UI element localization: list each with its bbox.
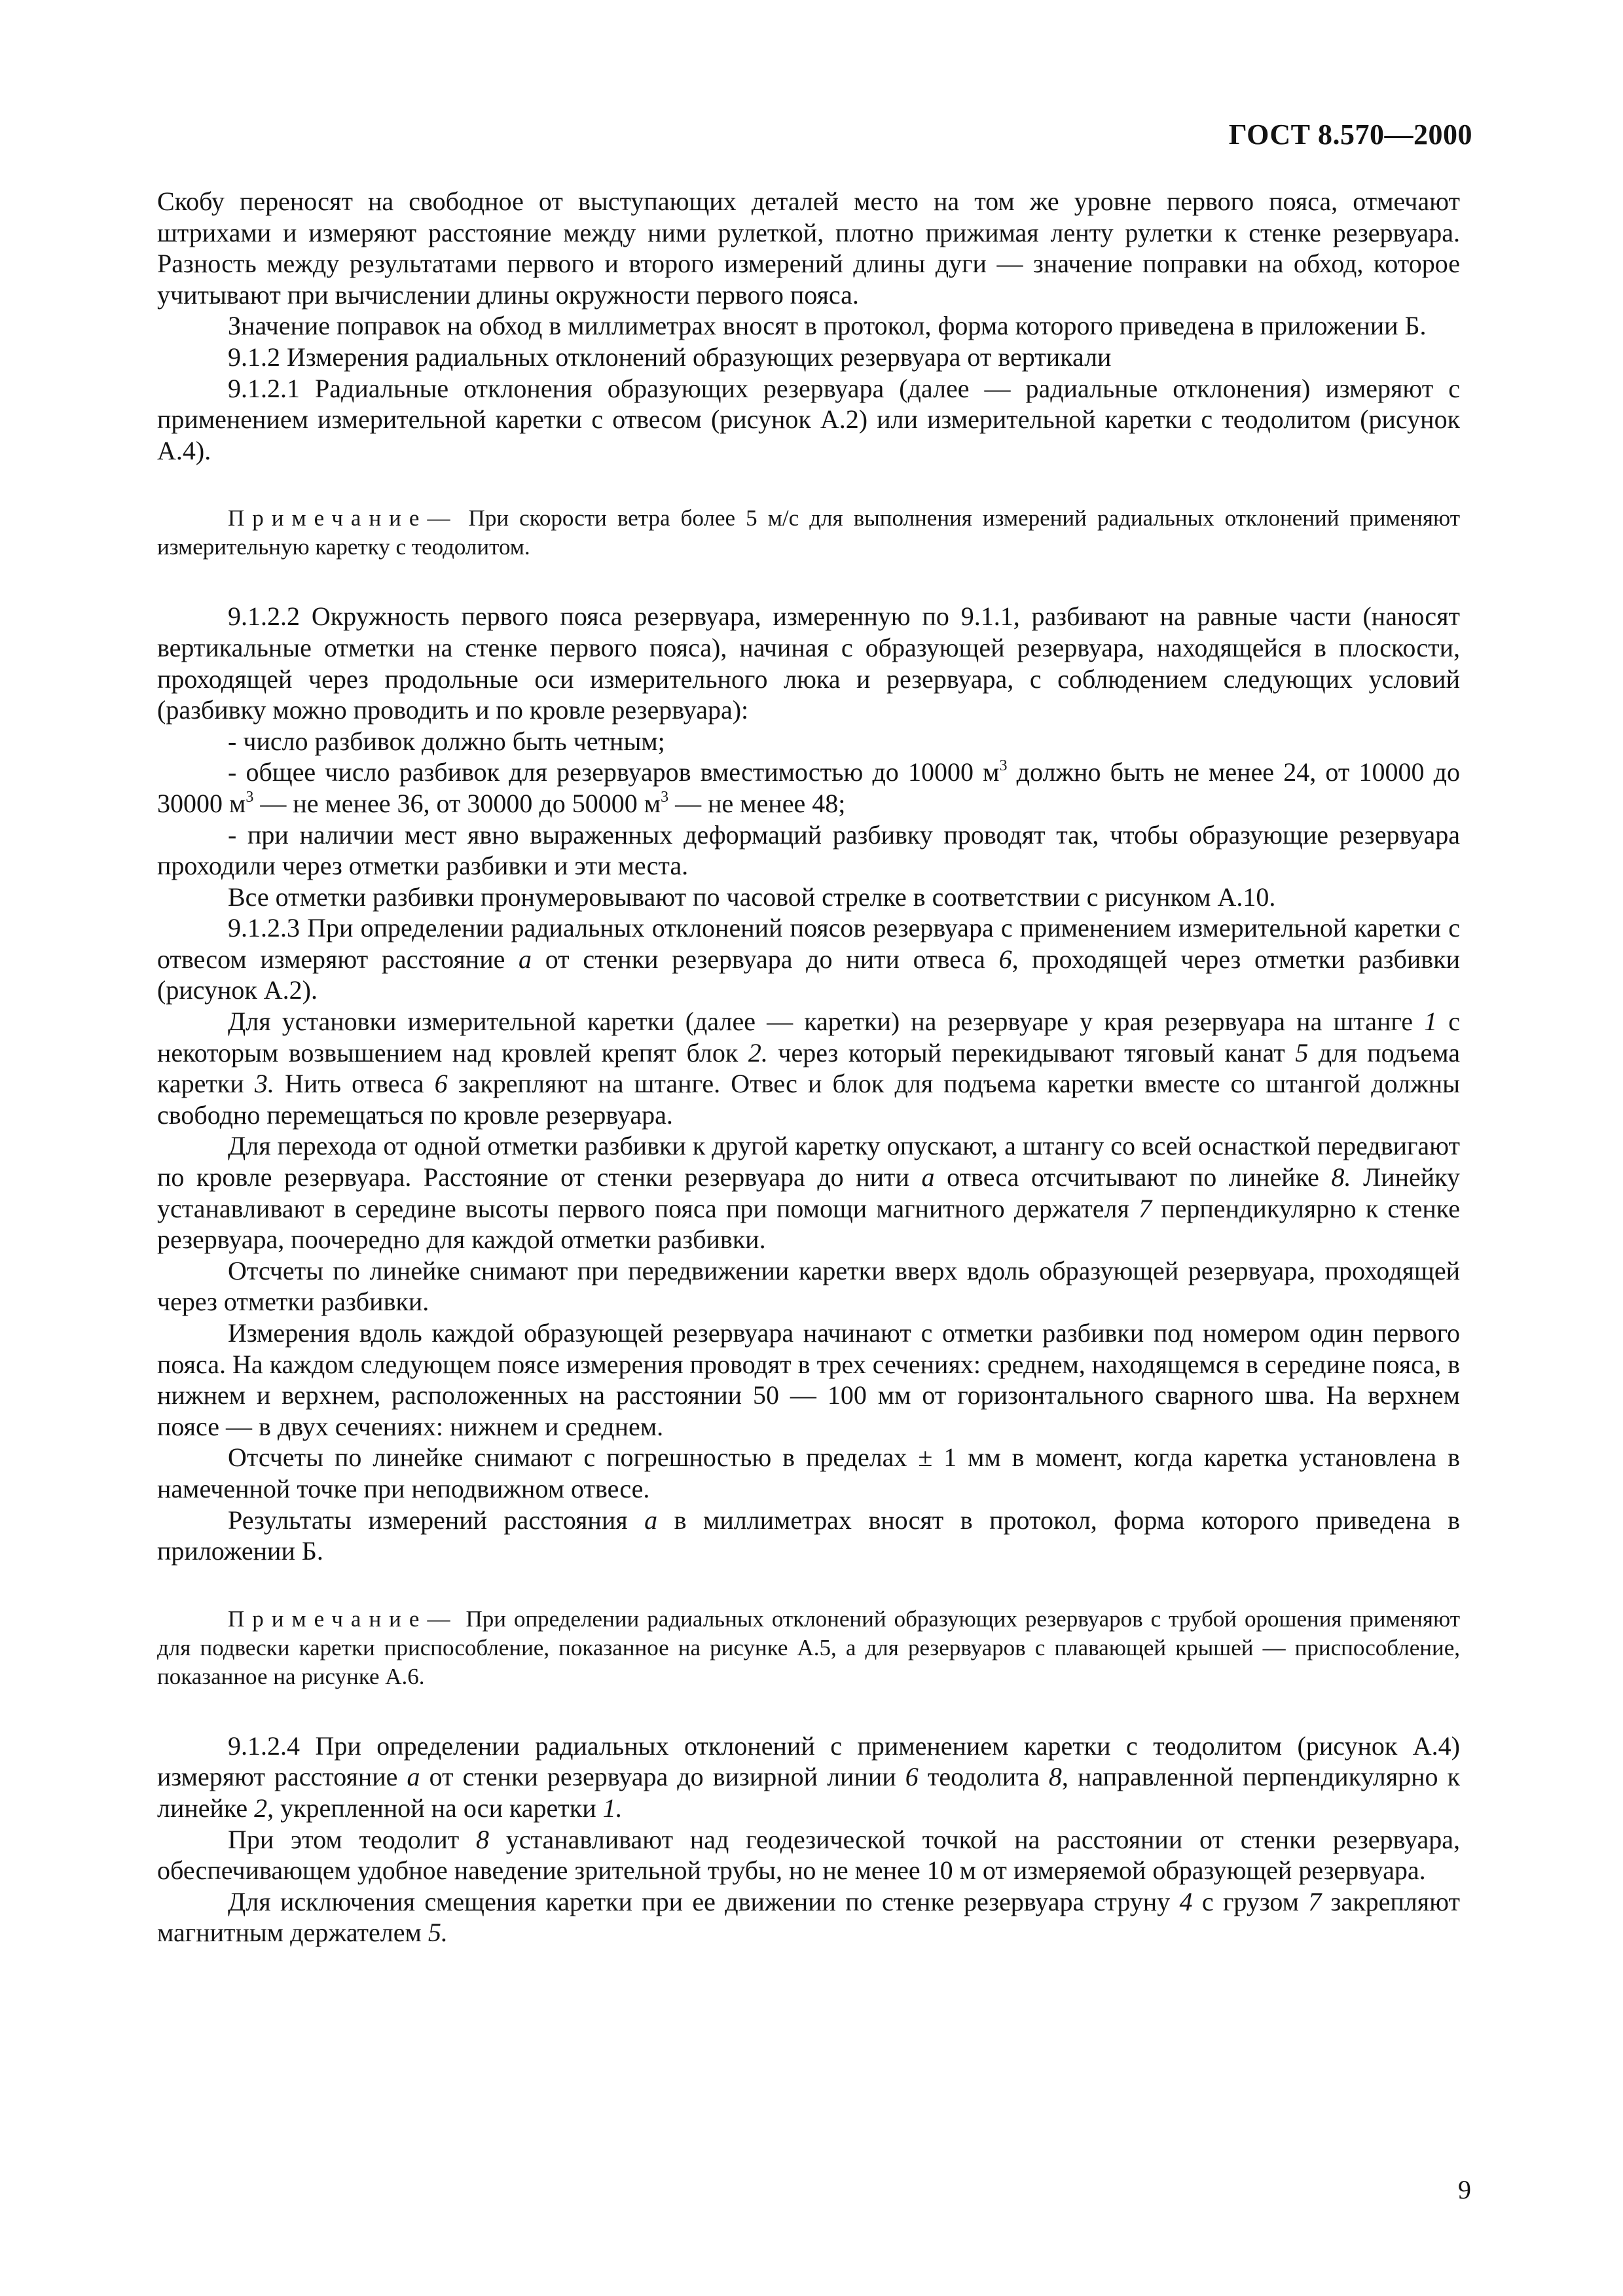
body-paragraph: 9.1.2 Измерения радиальных отклонений образующих резервуара от вертикали bbox=[228, 342, 1112, 372]
note-text: При определении радиальных отклонений образующих резервуаров с трубой орошения применяют для подвески каретки приспособление, показанное на рисунке А.5, а для резервуаров с плавающей крышей — приспособление, показанное на рисунке А.6. bbox=[157, 1605, 1460, 1689]
note-label: Примечание— bbox=[228, 1605, 458, 1632]
document-body bbox=[157, 186, 1460, 1948]
body-paragraph: - число разбивок должно быть четным; bbox=[228, 726, 665, 756]
body-paragraph: - при наличии мест явно выраженных деформаций разбивку проводят так, чтобы образующие резервуара проходили через отметки разбивки и эти места. bbox=[157, 819, 1460, 881]
document-header: ГОСТ 8.570—2000 bbox=[1228, 118, 1472, 151]
body-paragraph: При этом теодолит 8 устанавливают над геодезической точкой на расстоянии от стенки резервуара, обеспечивающем удобное наведение зрительной трубы, но не менее 10 м от измеряемой образующей резервуара. bbox=[157, 1824, 1460, 1886]
body-paragraph: Отсчеты по линейке снимают с погрешностью в пределах ± 1 мм в момент, когда каретка установлена в намеченной точке при неподвижном отвесе. bbox=[157, 1443, 1460, 1503]
body-paragraph: 9.1.2.1 Радиальные отклонения образующих резервуара (далее — радиальные отклонения) измеряют с применением измерительной каретки с отвесом (рисунок А.2) или измерительной каретки с теодолитом (рисунок А.4). bbox=[157, 373, 1460, 465]
body-paragraph: Все отметки разбивки пронумеровывают по часовой стрелке в соответствии с рисунком А.10. bbox=[228, 882, 1276, 912]
body-paragraph: 9.1.2.2 Окружность первого пояса резервуара, измеренную по 9.1.1, разбивают на равные части (наносят вертикальные отметки на стенке первого пояса), начиная с образующей резервуара, находящейся в плоскости, проходящей через продольные оси измерительного люка и резервуара, с соблюдением следующих условий (разбивку можно проводить и по кровле резервуара): bbox=[157, 601, 1460, 725]
body-paragraph: Измерения вдоль каждой образующей резервуара начинают с отметки разбивки под номером один первого пояса. На каждом следующем поясе измерения проводят в трех сечениях: среднем, находящемся в середине пояса, в нижнем и верхнем, расположенных на расстоянии 50 — 100 мм от горизонтального сварного шва. На верхнем поясе — в двух сечениях: нижнем и среднем. bbox=[157, 1318, 1460, 1441]
body-paragraph: Для исключения смещения каретки при ее движении по стенке резервуара струну 4 с грузом 7 закрепляют магнитным держателем 5. bbox=[157, 1886, 1460, 1948]
body-paragraph: Для установки измерительной каретки (далее — каретки) на резервуаре у края резервуара на штанге 1 с некоторым возвышением над кровлей крепят блок 2. через который перекидывают тяговый канат 5 для подъема каретки 3. Нить отвеса 6 закрепляют на штанге. Отвес и блок для подъема каретки вместе со штангой должны свободно перемещаться по кровле резервуара. bbox=[157, 1007, 1461, 1130]
body-paragraph: Результаты измерений расстояния а в миллиметрах вносят в протокол, форма которого приведена в приложении Б. bbox=[157, 1505, 1460, 1566]
page-number: 9 bbox=[1458, 2175, 1471, 2204]
note-text: При скорости ветра более 5 м/с для выполнения измерений радиальных отклонений применяют измерительную каретку с теодолитом. bbox=[157, 505, 1460, 560]
note-paragraph bbox=[157, 1605, 1460, 1691]
body-paragraph: 9.1.2.4 При определении радиальных отклонений с применением каретки с теодолитом (рисунок А.4) измеряют расстояние а от стенки резервуара до визирной линии 6 теодолита 8, направленной перпендикулярно к линейке 2, укрепленной на оси каретки 1. bbox=[157, 1731, 1461, 1823]
note-label: Примечание— bbox=[228, 505, 458, 531]
note-paragraph bbox=[157, 504, 1460, 562]
body-paragraph: 9.1.2.3 При определении радиальных отклонений поясов резервуара с применением измерительной каретки с отвесом измеряют расстояние а от стенки резервуара до нити отвеса 6, проходящей через отметки разбивки (рисунок А.2). bbox=[157, 913, 1460, 1005]
body-paragraph: Для перехода от одной отметки разбивки к другой каретку опускают, а штангу со всей оснасткой передвигают по кровле резервуара. Расстояние от стенки резервуара до нити а отвеса отсчитывают по линейке 8. Линейку устанавливают в середине высоты первого пояса при помощи магнитного держателя 7 перпендикулярно к стенке резервуара, поочередно для каждой отметки разбивки. bbox=[157, 1131, 1461, 1255]
body-paragraph: Значение поправок на обход в миллиметрах вносят в протокол, форма которого приведена в приложении Б. bbox=[228, 311, 1427, 341]
body-paragraph: Скобу переносят на свободное от выступающих деталей место на том же уровне первого пояса, отмечают штрихами и измеряют расстояние между ними рулеткой, плотно прижимая ленту рулетки к стенке резервуара. Разность между результатами первого и второго измерений длины дуги — значение поправки на обход, которое учитывают при вычислении длины окружности первого пояса. bbox=[157, 187, 1460, 310]
body-paragraph: Отсчеты по линейке снимают при передвижении каретки вверх вдоль образующей резервуара, проходящей через отметки разбивки. bbox=[157, 1255, 1460, 1317]
body-paragraph: - общее число разбивок для резервуаров вместимостью до 10000 $м^3$ должно быть не менее 24, от 10000 до 30000 $м^3$ — не менее 36, от 30000 до 50000 $м^3$ — не менее 48; bbox=[157, 757, 1460, 818]
